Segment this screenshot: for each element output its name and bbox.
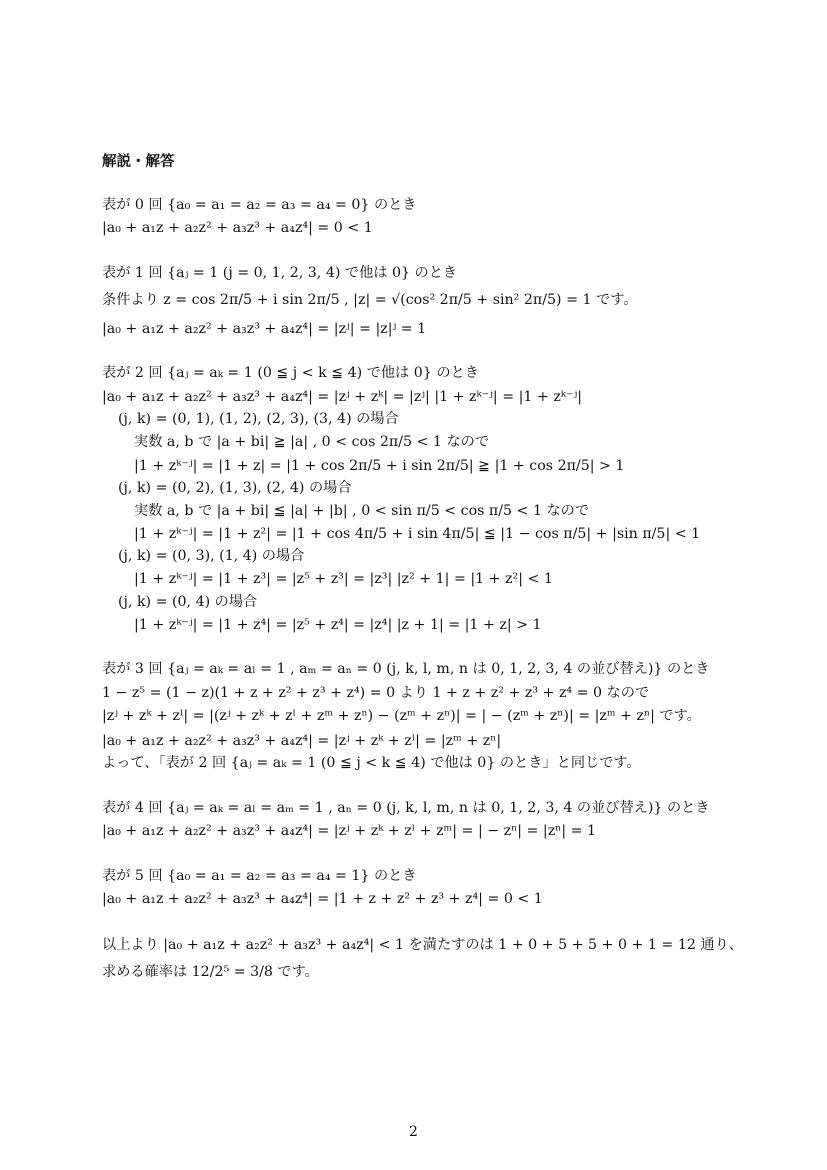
case-heading: (j, k) = (0, 1), (1, 2), (2, 3), (3, 4) の場合 — [118, 411, 399, 427]
formula-line: |a₀ + a₁z + a₂z² + a₃z³ + a₄z⁴| = |1 + z + z² + z³ + z⁴| = 0 < 1 — [102, 891, 543, 907]
text-line: 表が 4 回 {aⱼ = aₖ = aₗ = aₘ = 1 , aₙ = 0 (j, k, l, m, n は 0, 1, 2, 3, 4 の並び替え)} のとき — [102, 800, 710, 816]
text-line: 表が 5 回 {a₀ = a₁ = a₂ = a₃ = a₄ = 1} のとき — [102, 868, 417, 884]
case-heading: (j, k) = (0, 3), (1, 4) の場合 — [118, 548, 305, 564]
case-heading: (j, k) = (0, 4) の場合 — [118, 594, 258, 610]
formula-line: 実数 a, b で |a + bi| ≧ |a| , 0 < cos 2π/5 < 1 なので — [134, 434, 490, 450]
formula-line: |zʲ + zᵏ + zˡ| = |(zʲ + zᵏ + zˡ + zᵐ + zⁿ) − (zᵐ + zⁿ)| = | − (zᵐ + zⁿ)| = |zᵐ + zⁿ| です。 — [102, 708, 701, 724]
text-line: 求める確率は 12/2⁵ = 3/8 です。 — [102, 964, 319, 980]
formula-line: |a₀ + a₁z + a₂z² + a₃z³ + a₄z⁴| = |zʲ + zᵏ| = |zʲ| |1 + zᵏ⁻ʲ| = |1 + zᵏ⁻ʲ| — [102, 389, 582, 405]
formula-line: 実数 a, b で |a + bi| ≦ |a| + |b| , 0 < sin π/5 < cos π/5 < 1 なので — [134, 503, 590, 519]
text-line: 表が 0 回 {a₀ = a₁ = a₂ = a₃ = a₄ = 0} のとき — [102, 197, 417, 213]
text-line: よって、「表が 2 回 {aⱼ = aₖ = 1 (0 ≦ j < k ≦ 4) で他は 0} のとき」と同じです。 — [102, 755, 641, 771]
formula-line: |a₀ + a₁z + a₂z² + a₃z³ + a₄z⁴| = 0 < 1 — [102, 220, 373, 236]
formula-line: |1 + zᵏ⁻ʲ| = |1 + z³| = |z⁵ + z³| = |z³| |z² + 1| = |1 + z²| < 1 — [134, 571, 553, 587]
text-line: 以上より |a₀ + a₁z + a₂z² + a₃z³ + a₄z⁴| < 1 を満たすのは 1 + 0 + 5 + 5 + 0 + 1 = 12 通り、 — [102, 937, 743, 953]
text-line: 表が 1 回 {aⱼ = 1 (j = 0, 1, 2, 3, 4) で他は 0} のとき — [102, 265, 458, 281]
formula-line: |1 + zᵏ⁻ʲ| = |1 + z²| = |1 + cos 4π/5 + i sin 4π/5| ≦ |1 − cos π/5| + |sin π/5| < 1 — [134, 526, 701, 542]
page-number: 2 — [409, 1124, 418, 1140]
formula-line: |a₀ + a₁z + a₂z² + a₃z³ + a₄z⁴| = |zʲ + zᵏ + zˡ| = |zᵐ + zⁿ| — [102, 733, 502, 749]
section-heading: 解説・解答 — [102, 154, 175, 170]
text-line: 表が 2 回 {aⱼ = aₖ = 1 (0 ≦ j < k ≦ 4) で他は 0} のとき — [102, 365, 479, 381]
case-heading: (j, k) = (0, 2), (1, 3), (2, 4) の場合 — [118, 480, 352, 496]
formula-line: |a₀ + a₁z + a₂z² + a₃z³ + a₄z⁴| = |zʲ + zᵏ + zˡ + zᵐ| = | − zⁿ| = |zⁿ| = 1 — [102, 823, 597, 839]
formula-line: 1 − z⁵ = (1 − z)(1 + z + z² + z³ + z⁴) = 0 より 1 + z + z² + z³ + z⁴ = 0 なので — [102, 685, 650, 701]
formula-line: |1 + zᵏ⁻ʲ| = |1 + z⁴| = |z⁵ + z⁴| = |z⁴| |z + 1| = |1 + z| > 1 — [134, 617, 542, 633]
formula-line: |1 + zᵏ⁻ʲ| = |1 + z| = |1 + cos 2π/5 + i sin 2π/5| ≧ |1 + cos 2π/5| > 1 — [134, 458, 625, 474]
formula-line: |a₀ + a₁z + a₂z² + a₃z³ + a₄z⁴| = |zʲ| = |z|ʲ = 1 — [102, 321, 427, 337]
text-line: 表が 3 回 {aⱼ = aₖ = aₗ = 1 , aₘ = aₙ = 0 (j, k, l, m, n は 0, 1, 2, 3, 4 の並び替え)} のとき — [102, 661, 710, 677]
formula-line: 条件より z = cos 2π/5 + i sin 2π/5 , |z| = √(cos² 2π/5 + sin² 2π/5) = 1 です。 — [102, 292, 638, 308]
